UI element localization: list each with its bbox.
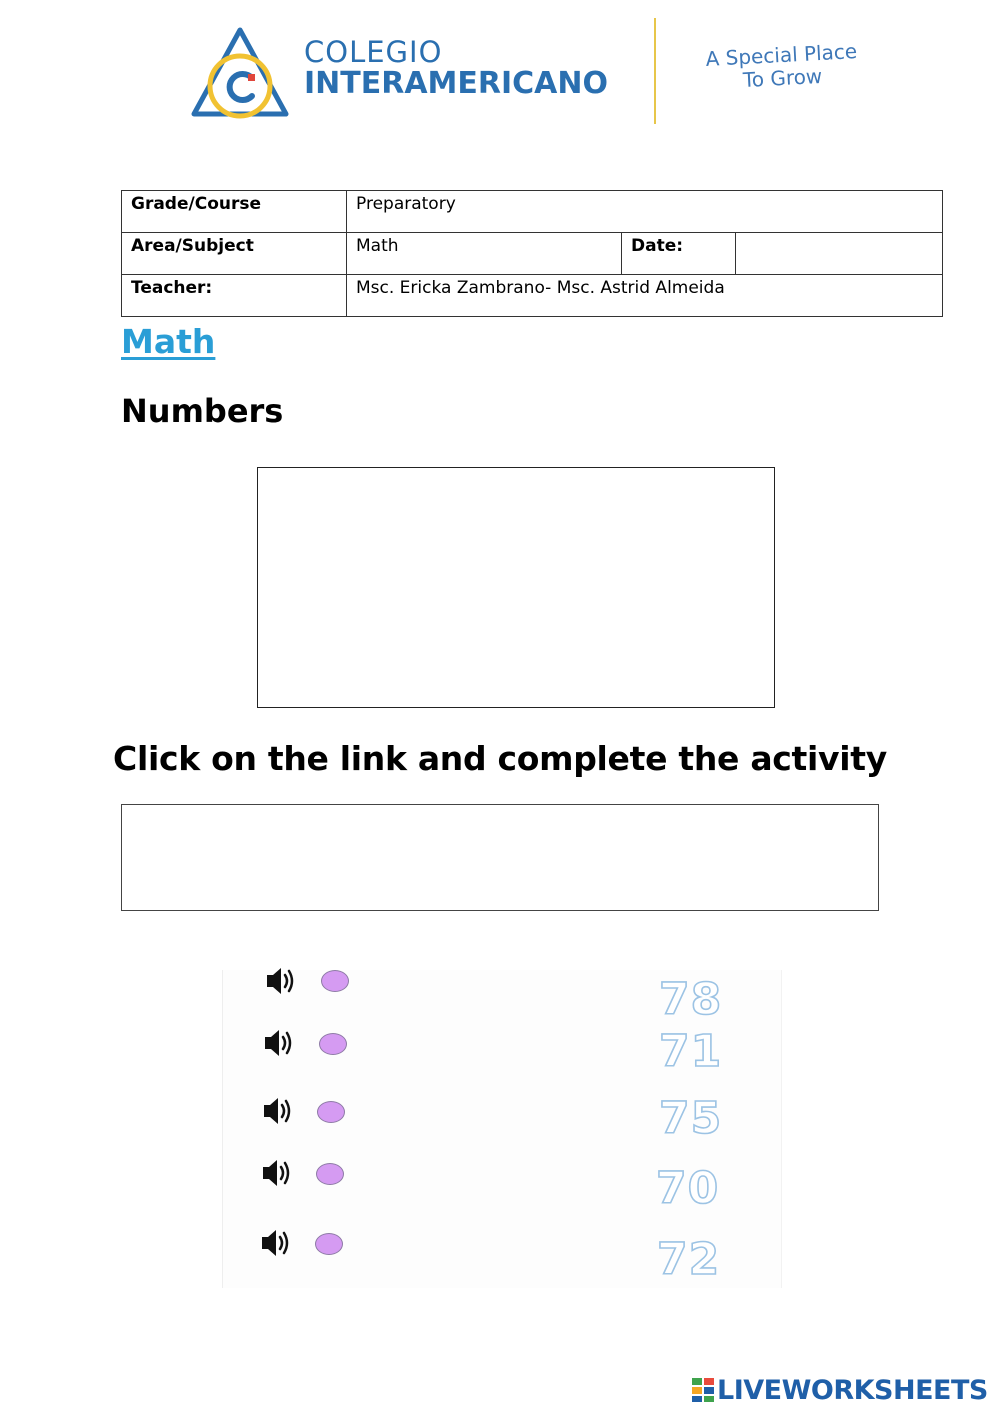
speaker-icon[interactable] xyxy=(259,1155,295,1191)
area-label: Area/Subject xyxy=(122,233,347,275)
logo-divider xyxy=(654,18,656,124)
instruction-heading: Click on the link and complete the activity xyxy=(113,739,887,778)
liveworksheets-brand xyxy=(692,1374,988,1406)
matching-activity xyxy=(222,970,782,1288)
speaker-icon[interactable] xyxy=(260,1093,296,1129)
number-option[interactable]: 75 xyxy=(659,1093,723,1144)
grade-label: Grade/Course xyxy=(122,191,347,233)
area-value: Math xyxy=(347,233,622,275)
info-row-grade xyxy=(122,191,943,233)
video-frame[interactable] xyxy=(257,467,775,708)
number-option[interactable]: 78 xyxy=(659,974,723,1025)
number-option[interactable]: 70 xyxy=(656,1163,720,1214)
speaker-icon[interactable] xyxy=(263,963,299,999)
speaker-icon[interactable] xyxy=(261,1025,297,1061)
teacher-value: Msc. Ericka Zambrano- Msc. Astrid Almeida xyxy=(347,275,943,317)
info-row-area xyxy=(122,233,943,275)
info-table xyxy=(121,190,943,317)
school-logo-icon xyxy=(190,26,290,122)
number-option[interactable]: 71 xyxy=(659,1026,723,1077)
liveworksheets-logo-icon xyxy=(692,1378,714,1402)
tagline-line2: To Grow xyxy=(742,63,823,93)
info-row-teacher xyxy=(122,275,943,317)
date-value[interactable] xyxy=(736,233,943,275)
answer-dot[interactable] xyxy=(315,1233,343,1255)
teacher-label: Teacher: xyxy=(122,275,347,317)
school-logo xyxy=(190,22,890,132)
answer-dot[interactable] xyxy=(316,1163,344,1185)
school-name-line1: COLEGIO xyxy=(304,35,443,69)
answer-dot[interactable] xyxy=(321,970,349,992)
answer-dot[interactable] xyxy=(317,1101,345,1123)
tagline-line1: A Special Place xyxy=(705,39,858,71)
speaker-icon[interactable] xyxy=(258,1225,294,1261)
school-name xyxy=(304,35,608,101)
topic-heading: Numbers xyxy=(121,392,284,430)
link-box[interactable] xyxy=(121,804,879,911)
date-label: Date: xyxy=(622,233,736,275)
number-option[interactable]: 72 xyxy=(657,1234,721,1285)
grade-value: Preparatory xyxy=(347,191,943,233)
subject-heading: Math xyxy=(121,322,216,361)
liveworksheets-text: LIVEWORKSHEETS xyxy=(717,1374,988,1406)
school-name-line2: INTERAMERICANO xyxy=(304,66,608,101)
school-tagline xyxy=(681,39,883,95)
answer-dot[interactable] xyxy=(319,1033,347,1055)
